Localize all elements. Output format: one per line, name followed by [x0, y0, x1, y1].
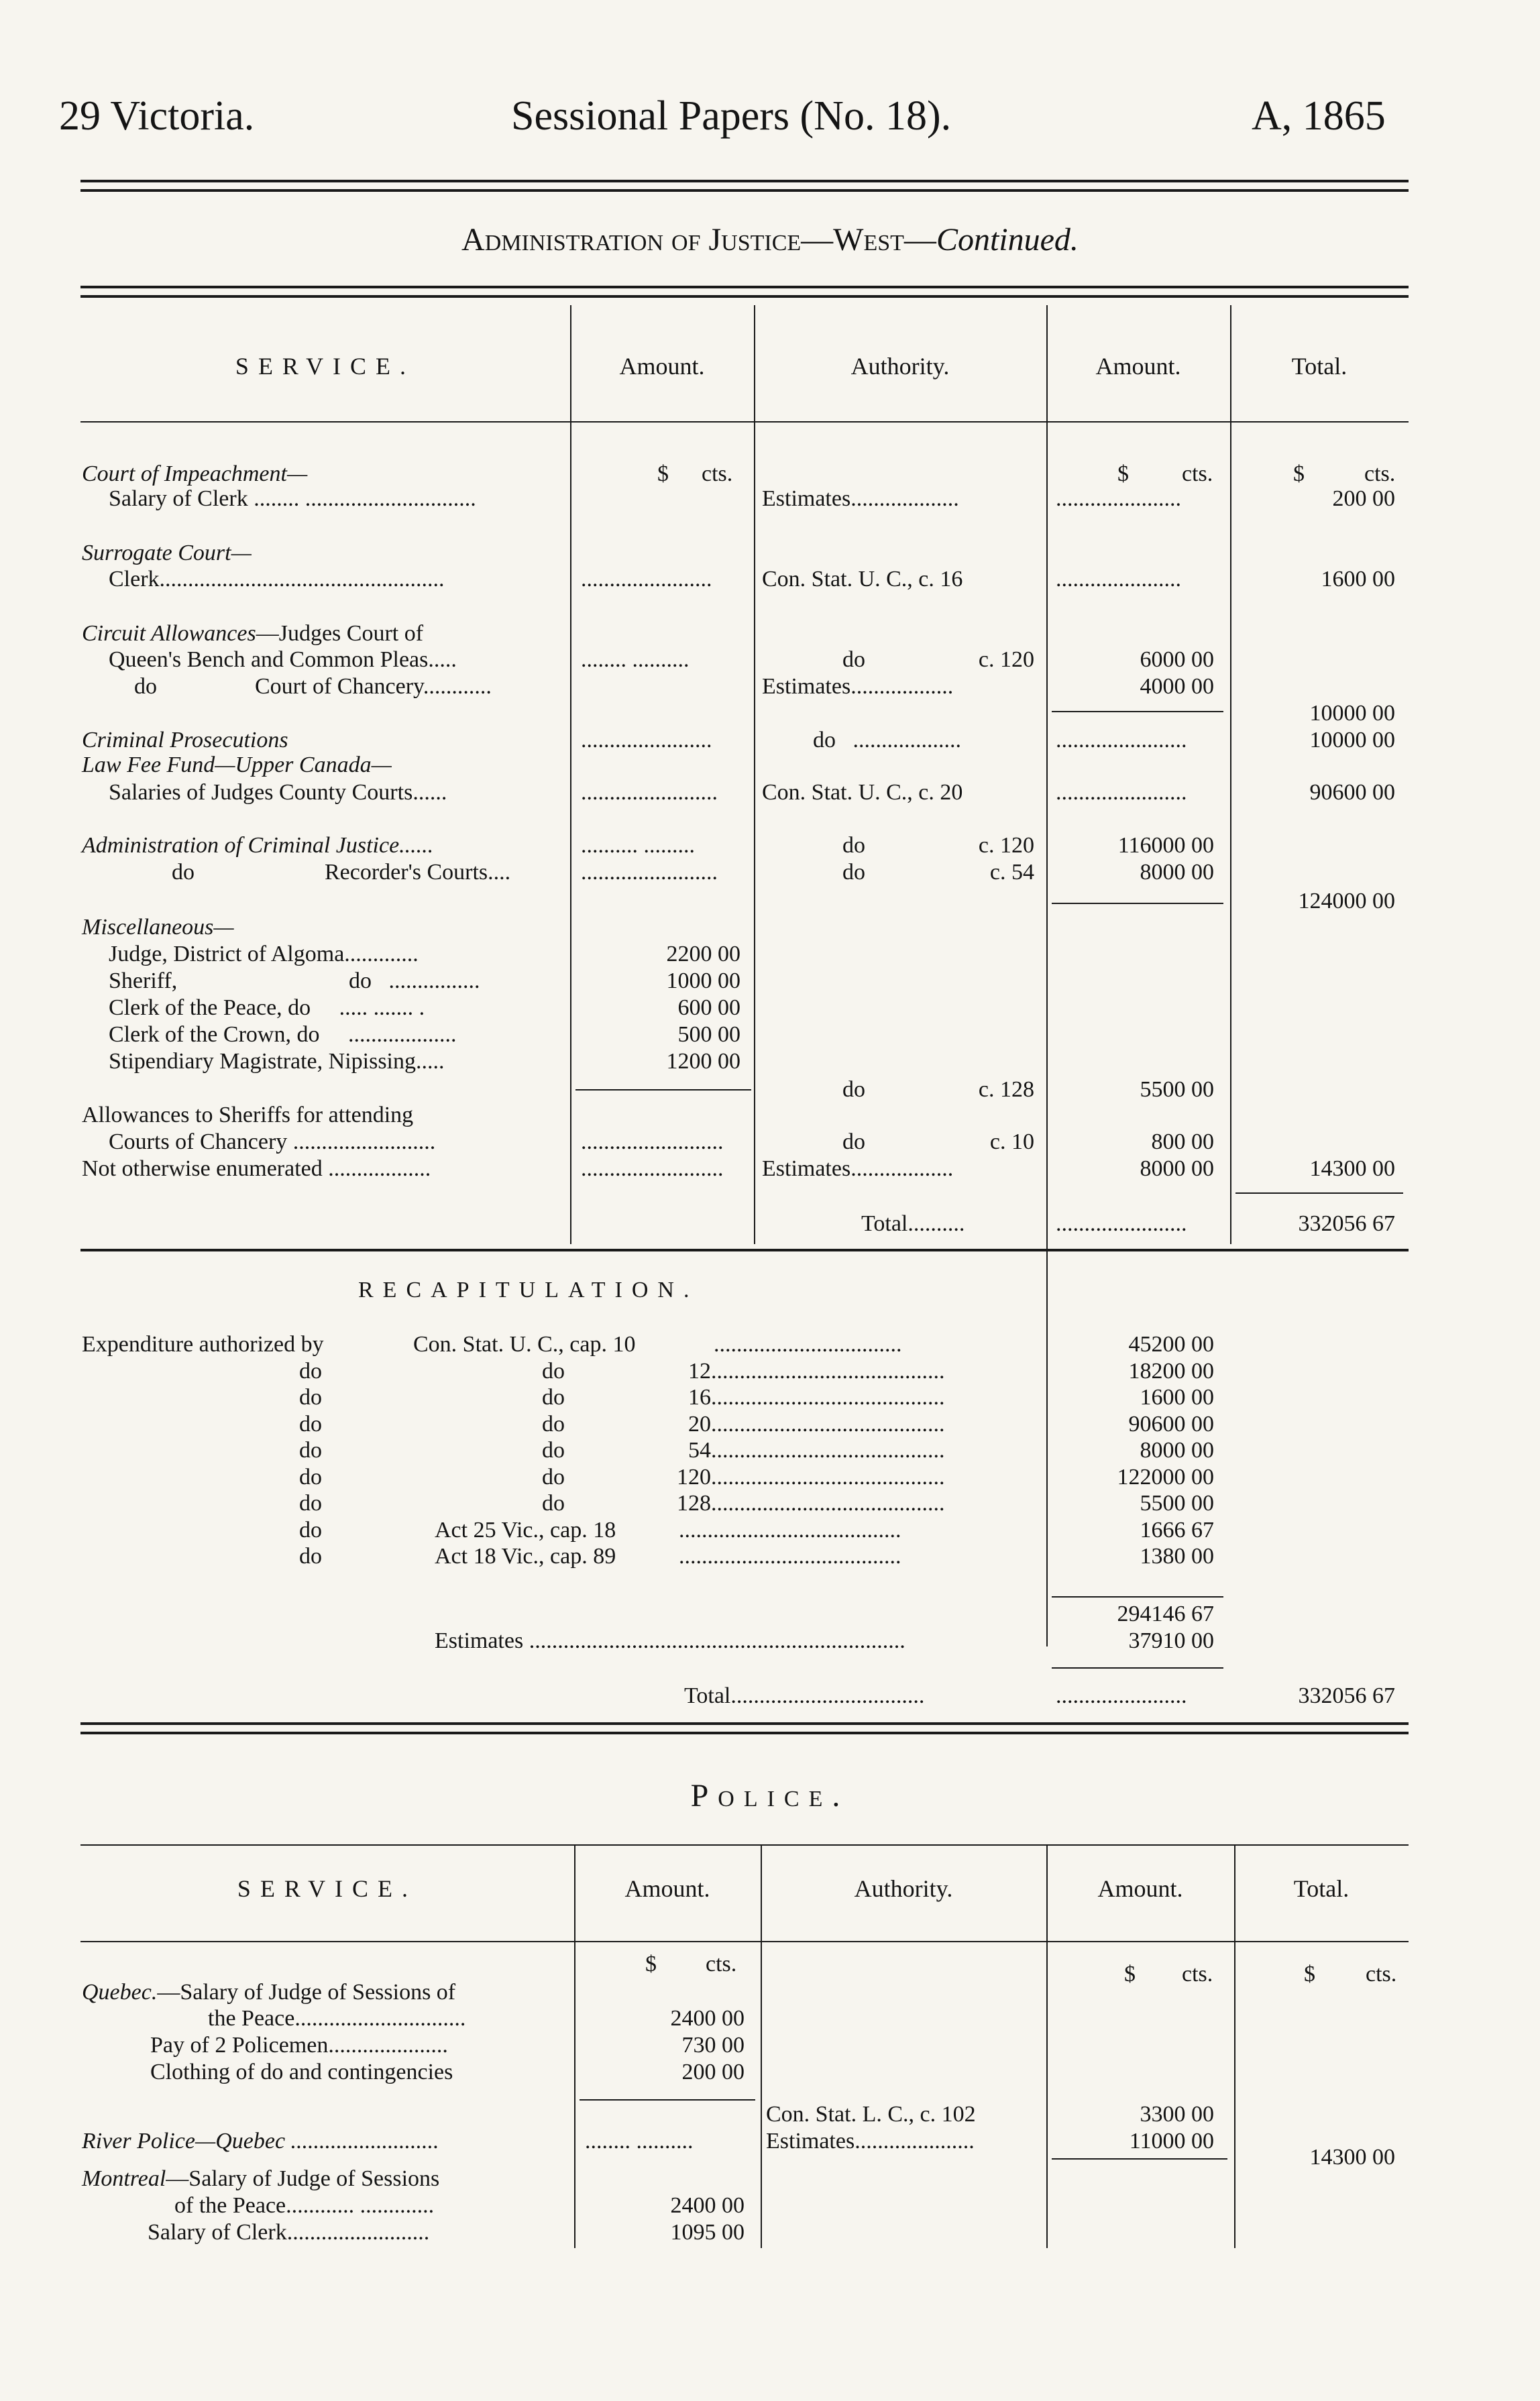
currency-cents-3: cts. [1364, 461, 1396, 486]
circuit-chancery: Court of Chancery............ [255, 674, 492, 699]
quebec-peace: the Peace.............................. [208, 2006, 466, 2031]
police-total: 14300 00 [1309, 2145, 1395, 2170]
recap-authority: do [542, 1412, 565, 1437]
misc-total: 14300 00 [1309, 1156, 1395, 1181]
table-rule-top-2 [80, 295, 1409, 298]
police-dollar-2: $ [1124, 1962, 1136, 1987]
allowances-amount: 800 00 [1151, 1129, 1214, 1154]
recap-authority-prefix: do [299, 1359, 322, 1384]
circuit-queens-bench: Queen's Bench and Common Pleas..... [109, 647, 457, 672]
quebec-peace-amount: 2400 00 [670, 2006, 745, 2031]
police-header-rule [80, 1941, 1409, 1942]
not-enumerated-amount-leader: ......................... [581, 1156, 724, 1181]
police-col-amount-2: Amount. [1097, 1875, 1183, 1902]
misc-sheriff: Sheriff, [109, 968, 178, 993]
quebec-sum-rule [580, 2099, 755, 2101]
impeachment-amount-leader: ...................... [1056, 486, 1181, 511]
quebec-heading: Quebec.—Salary of Judge of Sessions of [82, 1980, 456, 2005]
river-amount: 11000 00 [1129, 2129, 1214, 2154]
lawfee-judges: Salaries of Judges County Courts...... [109, 780, 447, 805]
recap-title: RECAPITULATION. [358, 1278, 699, 1302]
impeachment-heading: Court of Impeachment— [82, 461, 308, 486]
recap-amount: 8000 00 [1140, 1438, 1214, 1463]
recap-authority-prefix: do [299, 1518, 322, 1543]
recap-amount: 1666 67 [1140, 1518, 1214, 1543]
quebec-amount: 3300 00 [1140, 2102, 1214, 2127]
header-center: Sessional Papers (No. 18). [511, 93, 952, 139]
surrogate-amount2-leader: ...................... [1056, 567, 1181, 592]
recap-authority: Con. Stat. U. C., cap. 10 [413, 1332, 636, 1357]
admin-criminal-auth-cap: c. 120 [978, 833, 1034, 858]
circuit-qb-auth-cap: c. 120 [978, 647, 1034, 672]
police-cents-3: cts. [1366, 1962, 1397, 1987]
surrogate-total: 1600 00 [1321, 567, 1395, 592]
impeachment-clerk: Salary of Clerk ........ .............................. [109, 486, 476, 511]
justice-total-label: Total.......... [861, 1211, 965, 1236]
police-col-divider-3 [1046, 1846, 1048, 2248]
misc-peace-amount: 600 00 [677, 995, 740, 1020]
justice-table-bottom-rule [80, 1249, 1409, 1251]
misc-sum-rule [575, 1089, 751, 1091]
recap-leader: ....................................... [679, 1544, 901, 1569]
col-divider-4 [1230, 305, 1231, 1244]
recap-amount: 45200 00 [1128, 1332, 1214, 1357]
criminal-pros-authority: do ................... [813, 728, 961, 752]
recap-authority: do [542, 1359, 565, 1384]
recap-total-label: Total.................................. [684, 1683, 925, 1708]
col-divider-3 [1046, 305, 1048, 1646]
surrogate-authority: Con. Stat. U. C., c. 16 [762, 567, 963, 592]
recap-estimates-amount: 37910 00 [1128, 1628, 1214, 1653]
criminal-pros-amount2-leader: ....................... [1056, 728, 1187, 752]
col-header-service: SERVICE. [235, 353, 416, 380]
header-rule-bottom [80, 189, 1409, 192]
table-rule-top-1 [80, 286, 1409, 288]
impeachment-total: 200 00 [1332, 486, 1395, 511]
misc-judge-amount: 2200 00 [666, 942, 740, 966]
admin-criminal-auth-do: do [842, 833, 865, 858]
police-dollar-3: $ [1304, 1962, 1315, 1987]
recorder-auth-do: do [842, 860, 865, 885]
allowances-line-1: Allowances to Sheriffs for attending [82, 1103, 414, 1127]
montreal-peace-amount: 2400 00 [670, 2193, 745, 2218]
recap-total: 332056 67 [1298, 1683, 1395, 1708]
circuit-chancery-do: do [134, 674, 157, 699]
recap-amount: 18200 00 [1128, 1359, 1214, 1384]
quebec-policemen-amount: 730 00 [681, 2033, 745, 2058]
col-header-amount: Amount. [619, 353, 705, 380]
recap-authority-prefix: do [299, 1438, 322, 1463]
title-main: Administration of Justice—West— [461, 222, 936, 258]
allowances-amount-leader: ......................... [581, 1129, 724, 1154]
montreal-clerk-amount: 1095 00 [670, 2220, 745, 2245]
river-authority: Estimates..................... [766, 2129, 975, 2154]
recap-chapter: 54......................................... [688, 1438, 945, 1463]
recap-leader: ................................. [714, 1332, 902, 1357]
recap-authority: do [542, 1491, 565, 1516]
montreal-clerk: Salary of Clerk......................... [148, 2220, 430, 2245]
circuit-heading: Circuit Allowances—Judges Court of [82, 621, 424, 646]
montreal-heading: Montreal—Salary of Judge of Sessions [82, 2166, 440, 2191]
misc-peace: Clerk of the Peace, do ..... ....... . [109, 995, 425, 1020]
admin-total: 124000 00 [1298, 889, 1395, 913]
recap-authority-prefix: do [299, 1465, 322, 1490]
police-col-total: Total. [1293, 1875, 1350, 1902]
lawfee-total: 90600 00 [1309, 780, 1395, 805]
police-col-service: SERVICE. [237, 1875, 418, 1902]
admin-sum-rule [1052, 903, 1223, 904]
recap-estimates-rule [1052, 1667, 1223, 1669]
misc-auth-cap: c. 128 [978, 1077, 1034, 1102]
col-header-total: Total. [1291, 353, 1348, 380]
allowances-auth-do: do [842, 1129, 865, 1154]
misc-total-rule [1235, 1192, 1403, 1194]
header-rule-top [80, 180, 1409, 182]
surrogate-clerk: Clerk.................................................. [109, 567, 445, 592]
recap-subtotal: 294146 67 [1117, 1602, 1214, 1626]
section-title-justice [0, 221, 1540, 258]
surrogate-heading: Surrogate Court— [82, 541, 252, 565]
recap-total-leader: ....................... [1056, 1683, 1187, 1708]
misc-crown-amount: 500 00 [677, 1022, 740, 1047]
recap-amount: 122000 00 [1117, 1465, 1214, 1490]
col-header-amount-2: Amount. [1095, 353, 1181, 380]
criminal-prosecutions: Criminal Prosecutions [82, 728, 288, 752]
surrogate-amount-leader: ....................... [581, 567, 712, 592]
recap-chapter: 16......................................... [688, 1385, 945, 1410]
col-header-authority: Authority. [850, 353, 950, 380]
police-dollar-1: $ [645, 1952, 657, 1976]
circuit-total: 10000 00 [1309, 701, 1395, 726]
recap-chapter: 120......................................... [677, 1465, 945, 1490]
recap-authority-prefix: Expenditure authorized by [82, 1332, 324, 1357]
lawfee-authority: Con. Stat. U. C., c. 20 [762, 780, 963, 805]
circuit-chancery-amount: 4000 00 [1140, 674, 1214, 699]
recap-authority: do [542, 1438, 565, 1463]
river-police: River Police—Quebec .......................... [82, 2129, 439, 2154]
not-enumerated: Not otherwise enumerated .................. [82, 1156, 431, 1181]
recorder-courts: Recorder's Courts.... [325, 860, 511, 885]
header-row-rule [80, 421, 1409, 423]
police-col-divider-4 [1234, 1846, 1235, 2248]
currency-cents-2: cts. [1182, 461, 1213, 486]
admin-criminal: Administration of Criminal Justice...... [82, 833, 434, 858]
circuit-qb-amount: 6000 00 [1140, 647, 1214, 672]
criminal-pros-total: 10000 00 [1309, 728, 1395, 752]
police-title: Police. [690, 1778, 850, 1813]
recap-amount: 5500 00 [1140, 1491, 1214, 1516]
lawfee-heading: Law Fee Fund—Upper Canada— [82, 752, 392, 777]
recap-amount: 1600 00 [1140, 1385, 1214, 1410]
police-col-divider-2 [761, 1846, 762, 2248]
recap-authority-prefix: do [299, 1491, 322, 1516]
title-continued: Continued. [936, 222, 1079, 258]
recap-chapter: 12......................................... [688, 1359, 945, 1384]
quebec-clothing-amount: 200 00 [681, 2060, 745, 2084]
recorder-auth-cap: c. 54 [989, 860, 1034, 885]
recap-authority: Act 18 Vic., cap. 89 [435, 1544, 616, 1569]
quebec-policemen: Pay of 2 Policemen..................... [150, 2033, 448, 2058]
police-col-divider-1 [574, 1846, 575, 2248]
misc-judge: Judge, District of Algoma............. [109, 942, 419, 966]
currency-dollar-2: $ [1117, 461, 1129, 486]
misc-amount: 5500 00 [1140, 1077, 1214, 1102]
montreal-peace: of the Peace............ ............. [174, 2193, 435, 2218]
misc-auth-do: do [842, 1077, 865, 1102]
criminal-pros-amount-leader: ....................... [581, 728, 712, 752]
admin-criminal-amount-leader: .......... ......... [581, 833, 695, 858]
police-rule-top [80, 1844, 1409, 1846]
recap-authority-prefix: do [299, 1412, 322, 1437]
circuit-chancery-authority: Estimates.................. [762, 674, 954, 699]
recap-amount: 90600 00 [1128, 1412, 1214, 1437]
lawfee-amount2-leader: ....................... [1056, 780, 1187, 805]
recap-authority: Act 25 Vic., cap. 18 [435, 1518, 616, 1543]
recorder-amount-leader: ........................ [581, 860, 718, 885]
recap-authority: do [542, 1465, 565, 1490]
header-left: 29 Victoria. [59, 93, 255, 139]
circuit-qb-auth-do: do [842, 647, 865, 672]
allowances-auth-cap: c. 10 [989, 1129, 1034, 1154]
impeachment-authority: Estimates................... [762, 486, 959, 511]
misc-sheriff-do: do ................ [349, 968, 480, 993]
misc-sheriff-amount: 1000 00 [666, 968, 740, 993]
recap-authority: do [542, 1385, 565, 1410]
recorder-amount: 8000 00 [1140, 860, 1214, 885]
misc-stipendiary-amount: 1200 00 [666, 1049, 740, 1074]
recorder-do: do [172, 860, 195, 885]
allowances-line-2: Courts of Chancery ......................... [109, 1129, 436, 1154]
circuit-qb-amount-leader: ........ .......... [581, 647, 690, 672]
recap-rule-2 [80, 1732, 1409, 1734]
header-right: A, 1865 [1252, 93, 1386, 139]
justice-total: 332056 67 [1298, 1211, 1395, 1236]
recap-leader: ....................................... [679, 1518, 901, 1543]
recap-chapter: 128......................................... [677, 1491, 945, 1516]
col-divider-1 [570, 305, 571, 1244]
recap-estimates: Estimates .................................................................. [435, 1628, 905, 1653]
police-sum-rule [1052, 2158, 1227, 2160]
police-cents-2: cts. [1182, 1962, 1213, 1987]
recap-sum-rule [1052, 1596, 1223, 1598]
recap-rule-1 [80, 1722, 1409, 1725]
quebec-clothing: Clothing of do and contingencies [150, 2060, 453, 2084]
misc-heading: Miscellaneous— [82, 915, 234, 940]
recap-amount: 1380 00 [1140, 1544, 1214, 1569]
currency-dollar-1: $ [657, 461, 669, 486]
river-amount-leader: ........ .......... [585, 2129, 694, 2154]
not-enumerated-authority: Estimates.................. [762, 1156, 954, 1181]
police-col-authority: Authority. [854, 1875, 953, 1902]
circuit-sum-rule [1052, 711, 1223, 712]
lawfee-amount-leader: ........................ [581, 780, 718, 805]
admin-criminal-amount: 116000 00 [1117, 833, 1214, 858]
misc-stipendiary: Stipendiary Magistrate, Nipissing..... [109, 1049, 445, 1074]
recap-authority-prefix: do [299, 1544, 322, 1569]
recap-authority-prefix: do [299, 1385, 322, 1410]
quebec-authority: Con. Stat. L. C., c. 102 [766, 2102, 976, 2127]
police-cents-1: cts. [706, 1952, 737, 1976]
justice-total-leader: ....................... [1056, 1211, 1187, 1236]
recap-chapter: 20......................................... [688, 1412, 945, 1437]
police-col-amount: Amount. [624, 1875, 710, 1902]
currency-dollar-3: $ [1293, 461, 1305, 486]
misc-crown: Clerk of the Crown, do ................... [109, 1022, 457, 1047]
not-enumerated-amount: 8000 00 [1140, 1156, 1214, 1181]
col-divider-2 [754, 305, 755, 1244]
currency-cents-1: cts. [702, 461, 733, 486]
